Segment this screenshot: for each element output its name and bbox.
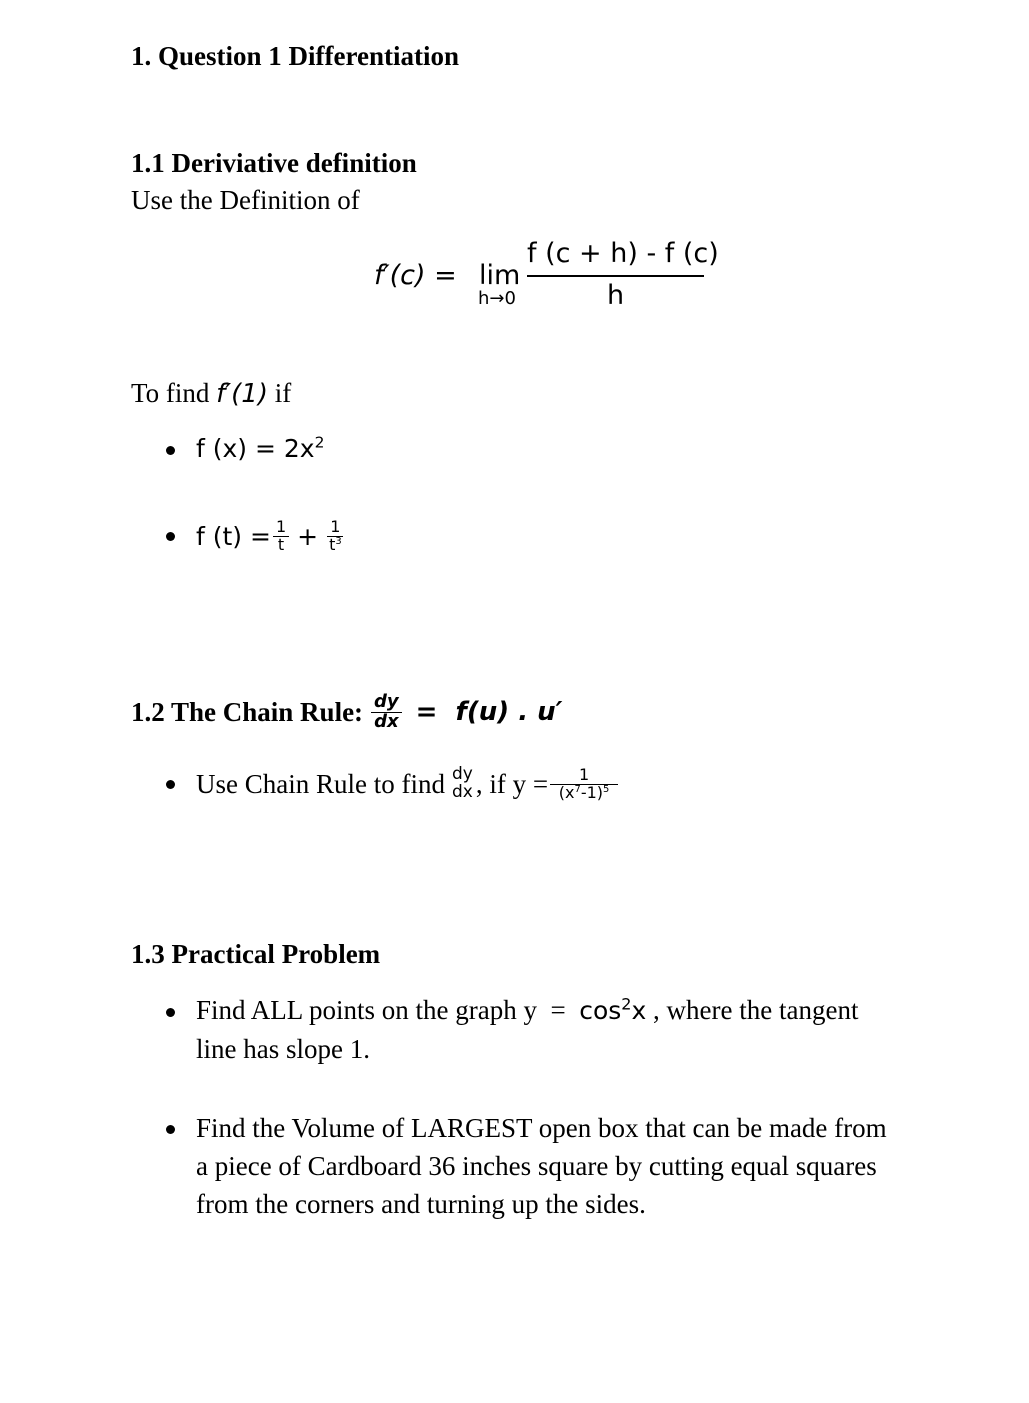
to-find-suffix: if <box>268 378 292 408</box>
to-find-line <box>131 378 291 409</box>
formula-numerator: f (c + h) - f (c) <box>527 238 719 269</box>
fx-exponent: 2 <box>314 433 325 452</box>
bullet-dot <box>166 780 175 789</box>
ft-fraction-2-den <box>326 534 345 554</box>
practical-bullet-1-line-2: line has slope 1. <box>196 1034 370 1064</box>
to-find-prefix: To find <box>131 378 217 408</box>
practical-bullet-2-line-2: a piece of Cardboard 36 inches square by cutting equal squares <box>196 1151 877 1181</box>
formula-lim-subscript: h→0 <box>478 288 516 309</box>
bullet-dot <box>166 1125 175 1134</box>
fx-expression: f (x) = 2x <box>196 434 315 463</box>
section-1-2-heading-line <box>131 684 563 740</box>
bullet-ft <box>196 510 345 562</box>
chain-bullet-dydx <box>449 766 476 802</box>
chain-dydx-fraction <box>371 690 402 732</box>
chain-bullet-y-fraction <box>550 764 618 802</box>
section-1-2-heading: 1.2 The Chain Rule: <box>131 696 364 727</box>
formula-fraction-bar <box>527 275 704 277</box>
formula-lhs: f′(c) = <box>374 260 457 291</box>
chain-bullet-comma: , <box>475 768 483 799</box>
chain-dx: dx <box>374 710 399 732</box>
chain-bullet-dy: dy <box>451 764 473 785</box>
chain-dy: dy <box>371 693 402 713</box>
chain-bullet <box>196 758 618 810</box>
ft-fraction-2-den-base: t <box>329 534 336 554</box>
practical-bullet-2-line-1: Find the Volume of LARGEST open box that can be made from <box>196 1113 887 1143</box>
ft-fraction-1-den: t <box>277 534 285 554</box>
ft-fraction-2-num: 1 <box>327 519 343 537</box>
y-den-mid: -1) <box>580 782 604 802</box>
practical-1-cos: cos <box>579 996 622 1025</box>
bullet-fx <box>196 434 324 463</box>
section-1-3-heading: 1.3 Practical Problem <box>131 939 381 969</box>
y-den-exp2: 5 <box>603 783 610 795</box>
bullet-dot <box>166 1008 175 1017</box>
ft-fraction-1-num: 1 <box>273 519 289 537</box>
chain-bullet-text: Use Chain Rule to find <box>196 768 445 799</box>
formula-lim: lim <box>479 260 521 291</box>
practical-bullet-1-line-1 <box>196 995 858 1026</box>
ft-fraction-1 <box>273 516 289 554</box>
y-den-exp1: 7 <box>574 783 581 795</box>
bullet-dot <box>166 532 175 541</box>
question-heading: 1. Question 1 Differentiation <box>131 41 459 71</box>
section-1-1-heading: 1.1 Deriviative definition <box>131 148 417 178</box>
to-find-expression: f′(1) <box>216 379 268 409</box>
ft-plus: + <box>297 521 319 551</box>
chain-bullet-y-den <box>556 782 613 802</box>
bullet-dot <box>166 446 175 455</box>
chain-bullet-dx: dx <box>451 782 473 802</box>
practical-1-exp: 2 <box>621 994 632 1014</box>
chain-rhs: = f(u) . u′ <box>415 697 563 727</box>
practical-1-pre: Find ALL points on the graph y = <box>196 995 580 1025</box>
practical-1-post: , where the tangent <box>646 995 859 1025</box>
chain-bullet-ify: if y = <box>482 768 549 799</box>
y-den-base: (x <box>558 782 575 802</box>
practical-1-x: x <box>631 996 647 1025</box>
practical-bullet-2-line-3: from the corners and turning up the sides. <box>196 1189 646 1219</box>
ft-fraction-2 <box>326 516 345 554</box>
ft-fraction-2-den-exp: 3 <box>335 535 342 547</box>
section-1-1-intro: Use the Definition of <box>131 185 360 215</box>
chain-bullet-y-num: 1 <box>550 767 618 785</box>
ft-lhs: f (t) = <box>196 521 271 551</box>
formula-denominator: h <box>607 280 625 311</box>
